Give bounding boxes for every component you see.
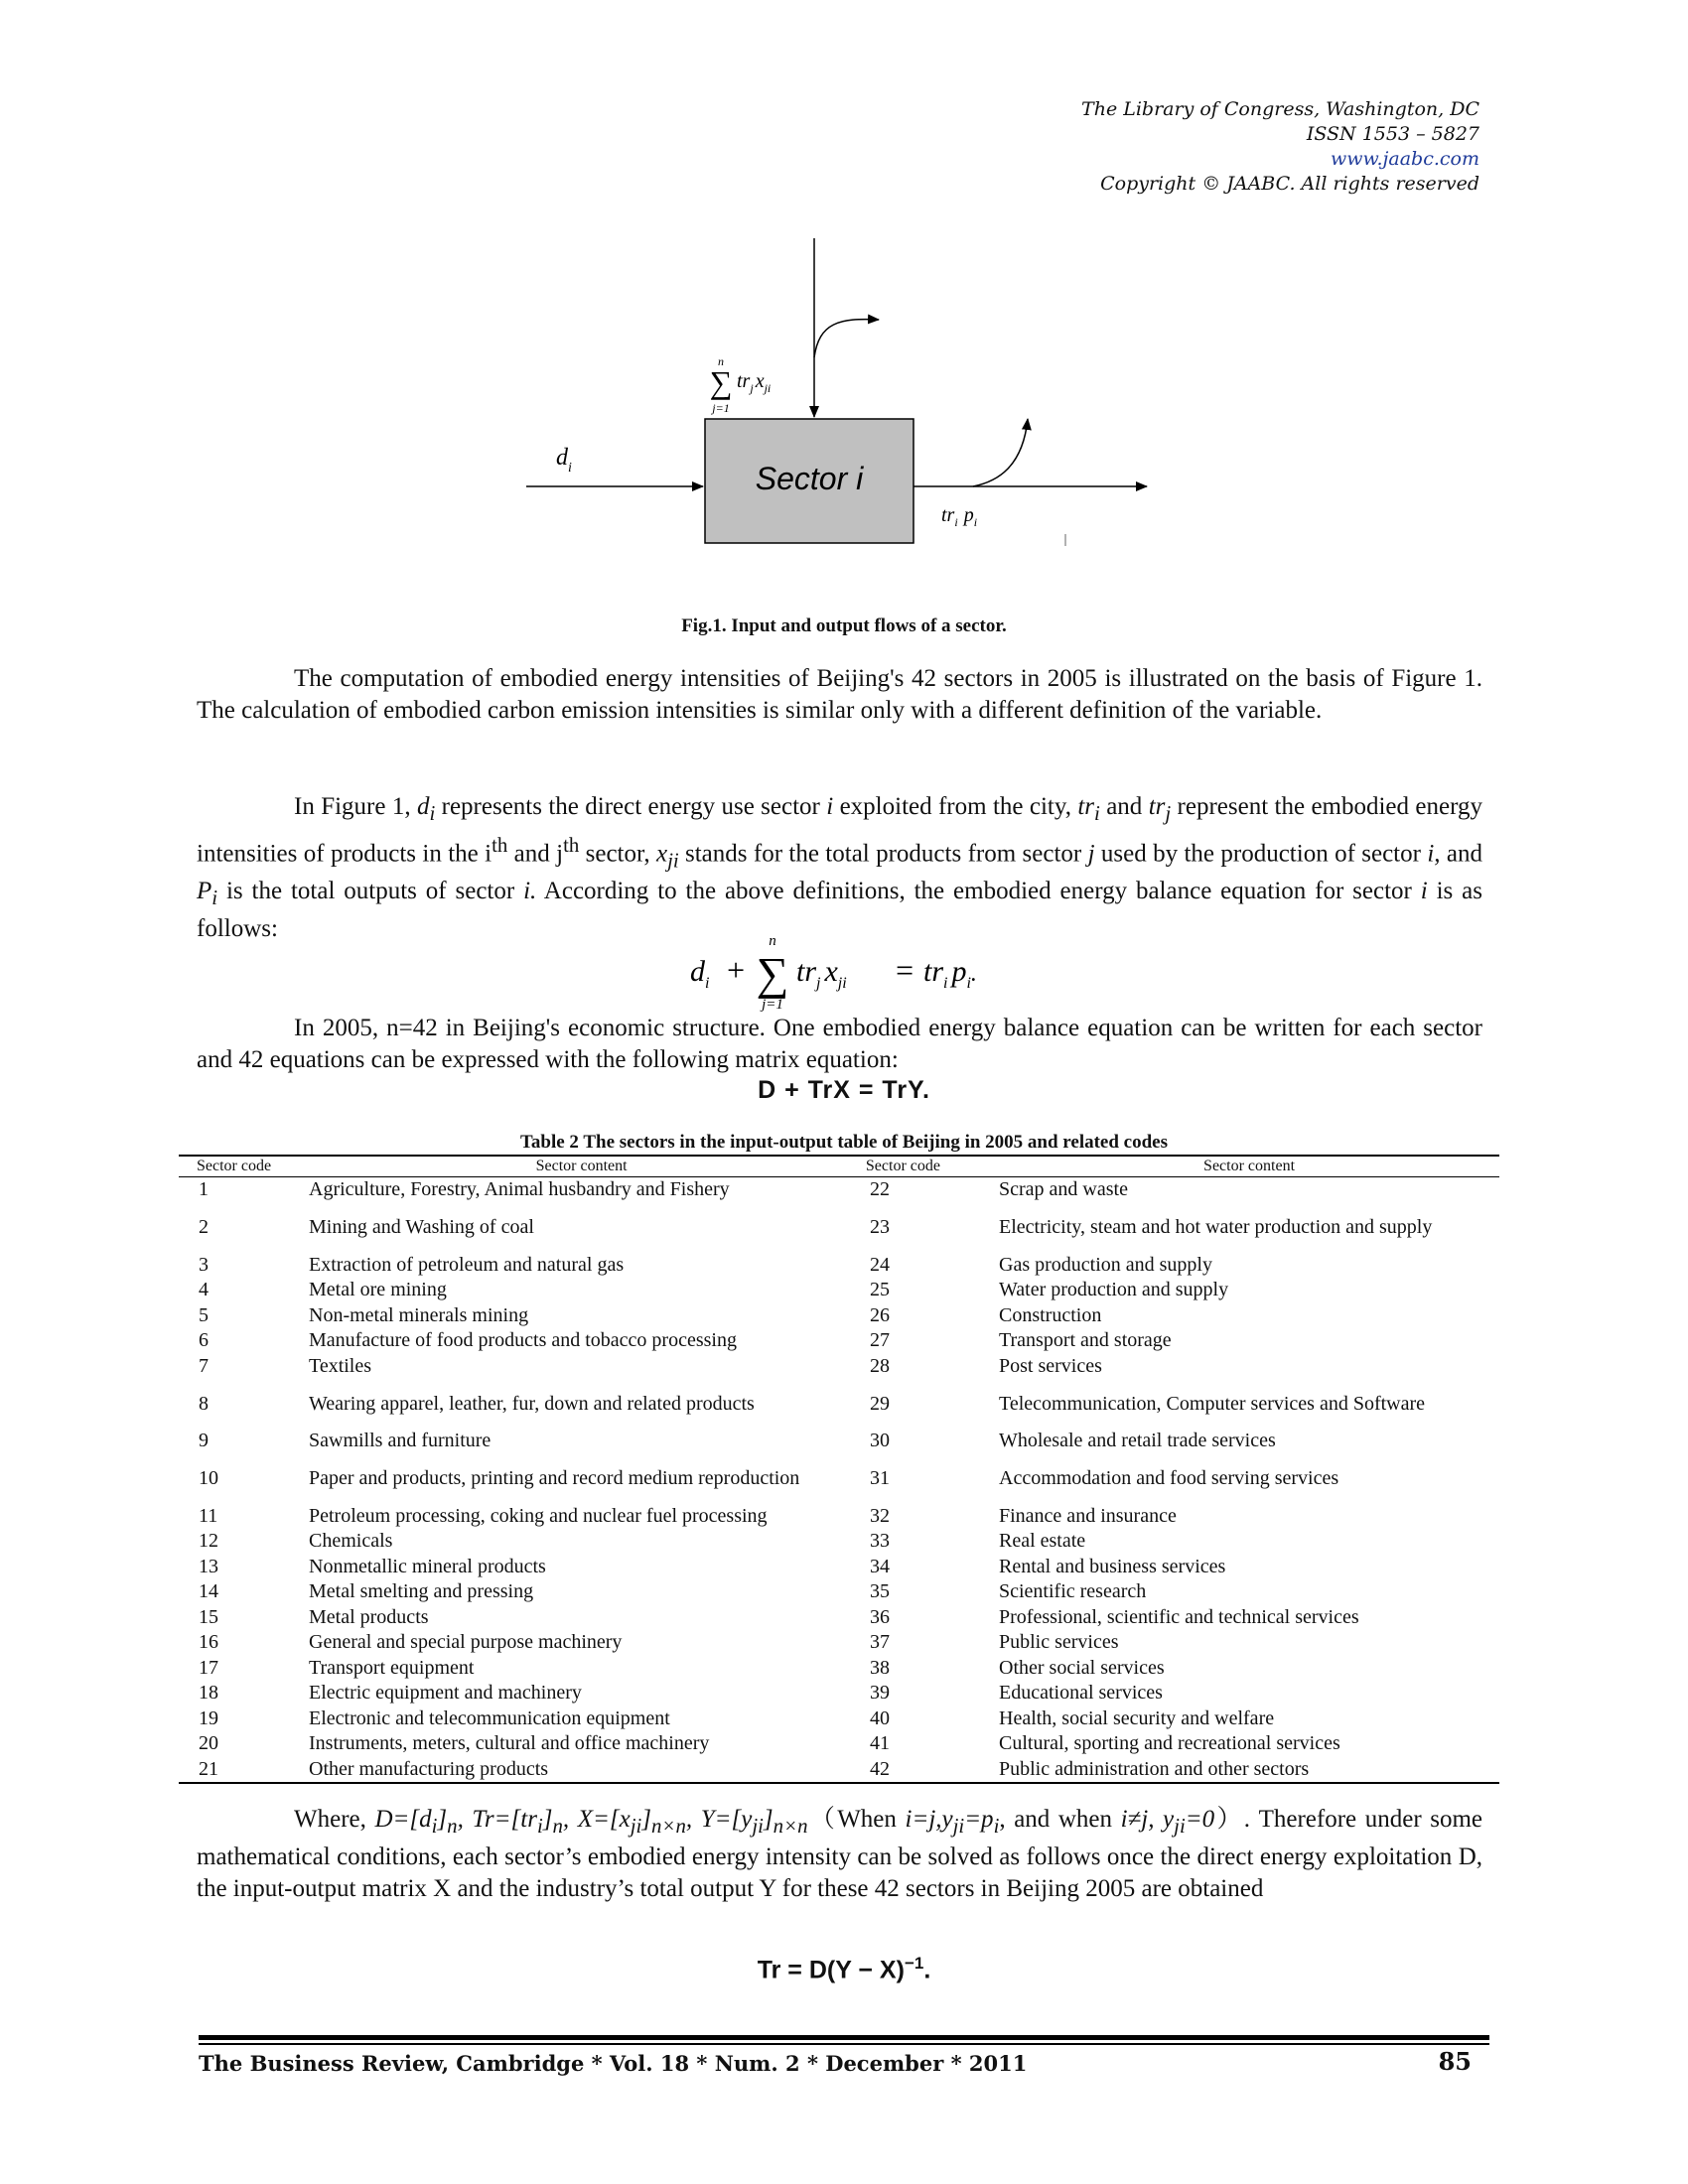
sector-code-cell: 18 (199, 1682, 218, 1705)
sector-code-cell: 21 (199, 1757, 218, 1780)
sector-code-cell: 19 (199, 1706, 218, 1729)
sector-content-cell: Transport equipment (309, 1656, 475, 1679)
header-sector-content-1: Sector content (535, 1158, 628, 1174)
sector-code-cell: 20 (199, 1732, 218, 1755)
sector-code-cell: 27 (870, 1329, 890, 1352)
sector-content-cell: Petroleum processing, coking and nuclear fuel processing (309, 1504, 768, 1527)
sector-code-cell: 34 (870, 1555, 890, 1577)
sector-content-cell: Professional, scientific and technical services (999, 1605, 1359, 1628)
table-row (179, 1731, 1499, 1757)
sector-content-cell: Rental and business services (999, 1555, 1226, 1577)
paragraph-4: Where, $D=[d_i]_n$, $Tr=[tr_i]_n$, $X=[x_{ji}]_{n\times n}$, $Y=[y_{ji}]_{n\times n}(When$ $i=j,y_{ji}=p_i$, and when i≠j, $y_{ji}=0$）. Therefore under some mathematical conditions, each sector’s embodied energy intensity can be solved as follows once the direct energy exploitation D, the input-output matrix X and the industry’s total output Y for these 42 sectors in Beijing 2005 are obtained (197, 1806, 1483, 1902)
page-number: 85 (1438, 2047, 1472, 2076)
sector-content-cell: Other manufacturing products (309, 1757, 549, 1780)
table-row (179, 1177, 1499, 1203)
sector-code-cell: 29 (870, 1392, 890, 1415)
sector-content-cell: Scrap and waste (999, 1178, 1128, 1201)
table-row (179, 1203, 1499, 1253)
sector-content-cell: Nonmetallic mineral products (309, 1555, 546, 1577)
svg-text:+: + (725, 952, 747, 988)
svg-text:di: $d_i$ (690, 955, 710, 992)
sector-code-cell: 14 (199, 1580, 218, 1603)
footer-rule-thick (199, 2035, 1489, 2040)
sector-content-cell: Wholesale and retail trade services (999, 1430, 1276, 1452)
sector-content-cell: Scientific research (999, 1580, 1147, 1603)
sector-code-cell: 8 (199, 1392, 209, 1415)
sector-content-cell: Paper and products, printing and record medium reproduction (309, 1467, 800, 1489)
left-input-label: $d_i$ (556, 445, 572, 476)
table-row (179, 1328, 1499, 1354)
sector-code-cell: 31 (870, 1467, 890, 1489)
header-copyright: Copyright © JAABC. All rights reserved (1100, 173, 1479, 195)
sector-content-cell: Non-metal minerals mining (309, 1303, 529, 1326)
sector-content-cell: Public services (999, 1631, 1119, 1654)
header-sector-code-2: Sector code (865, 1158, 940, 1174)
sector-code-cell: 13 (199, 1555, 218, 1577)
sector-code-cell: 16 (199, 1631, 218, 1654)
sector-content-cell: Accommodation and food serving services (999, 1467, 1339, 1489)
header-sector-code-1: Sector code (197, 1158, 272, 1174)
sum-lower-limit: j=1 (712, 401, 730, 415)
table-row (179, 1354, 1499, 1380)
sector-code-cell: 4 (199, 1279, 209, 1301)
sector-code-cell: 35 (870, 1580, 890, 1603)
table-row (179, 1605, 1499, 1631)
sector-content-cell: Cultural, sporting and recreational services (999, 1732, 1340, 1755)
sector-code-cell: 42 (870, 1757, 890, 1780)
sector-code-cell: 22 (870, 1178, 890, 1201)
paragraph-3-text: In 2005, n=42 in Beijing's economic structure. One embodied energy balance equation can be written for each sector and 42 equations can be expressed with the following matrix equation: (197, 1015, 1482, 1073)
sector-code-cell: 6 (199, 1329, 209, 1352)
sector-content-cell: Transport and storage (999, 1329, 1172, 1352)
sector-content-cell: Electricity, steam and hot water production and supply (999, 1216, 1433, 1238)
footer-rule-thin (199, 2043, 1489, 2045)
sector-box-label: Sector i (755, 461, 864, 496)
header-website-link[interactable]: www.jaabc.com (1330, 148, 1479, 170)
header-issn: ISSN 1553 – 5827 (1306, 123, 1479, 145)
table-row (179, 1429, 1499, 1454)
paragraph-3 (197, 1013, 1482, 1076)
figure-caption: Fig.1. Input and output flows of a sector. (681, 615, 1007, 636)
sector-content-cell: Electronic and telecommunication equipment (309, 1706, 670, 1729)
sector-content-cell: Textiles (309, 1354, 372, 1377)
svg-text:=: = (894, 952, 915, 988)
sector-flow-diagram (526, 228, 1162, 566)
sector-content-cell: Electric equipment and machinery (309, 1682, 582, 1705)
footer-journal-info: The Business Review, Cambridge * Vol. 18 * Num. 2 * December * 2011 (199, 2051, 1028, 2076)
sector-code-cell: 1 (199, 1178, 209, 1201)
sector-content-cell: Water production and supply (999, 1279, 1229, 1301)
sector-code-cell: 37 (870, 1631, 890, 1654)
sector-content-cell: Post services (999, 1354, 1102, 1377)
sector-code-cell: 11 (199, 1504, 218, 1527)
sector-code-cell: 7 (199, 1354, 209, 1377)
table-row (179, 1555, 1499, 1580)
solution-equation: $Tr = D(Y - X)^{-1}$. (757, 1954, 931, 1984)
header-library: The Library of Congress, Washington, DC (1081, 98, 1479, 120)
table-row (179, 1454, 1499, 1504)
sector-table (179, 1155, 1499, 1784)
sector-content-cell: Wearing apparel, leather, fur, down and related products (309, 1392, 755, 1415)
svg-text:tripi.: $tr_i$ $p_i^.$ (923, 955, 977, 992)
sector-content-cell: Metal smelting and pressing (309, 1580, 534, 1603)
paragraph-1 (197, 663, 1482, 727)
table-row (179, 1630, 1499, 1656)
sector-code-cell: 9 (199, 1430, 209, 1452)
svg-text:∑: ∑ (756, 948, 789, 999)
sector-code-cell: 36 (870, 1605, 890, 1628)
header-sector-content-2: Sector content (1203, 1158, 1296, 1174)
sector-code-cell: 28 (870, 1354, 890, 1377)
sector-content-cell: Gas production and supply (999, 1253, 1212, 1276)
curved-input-arrow (814, 320, 879, 357)
sector-content-cell: Construction (999, 1303, 1102, 1326)
svg-text:n: n (769, 933, 776, 949)
sector-code-cell: 38 (870, 1656, 890, 1679)
sector-code-cell: 23 (870, 1216, 890, 1238)
sector-content-cell: Manufacture of food products and tobacco processing (309, 1329, 737, 1352)
sector-code-cell: 10 (199, 1467, 218, 1489)
table-row (179, 1379, 1499, 1429)
sector-code-cell: 24 (870, 1253, 890, 1276)
table-header-row (179, 1157, 1499, 1177)
matrix-equation: D + TrX = TrY. (758, 1076, 930, 1104)
sum-upper-limit: n (718, 354, 724, 368)
table-row (179, 1579, 1499, 1605)
table-row (179, 1681, 1499, 1706)
sector-code-cell: 2 (199, 1216, 209, 1238)
balance-equation (685, 933, 1023, 1021)
sector-content-cell: Telecommunication, Computer services and Software (999, 1392, 1426, 1415)
sector-code-cell: 30 (870, 1430, 890, 1452)
sector-content-cell: Metal products (309, 1605, 429, 1628)
table-row (179, 1529, 1499, 1555)
table-row (179, 1504, 1499, 1530)
sector-code-cell: 40 (870, 1706, 890, 1729)
table-row (179, 1253, 1499, 1279)
sector-content-cell: Public administration and other sectors (999, 1757, 1310, 1780)
sector-content-cell: Extraction of petroleum and natural gas (309, 1253, 625, 1276)
table-caption: Table 2 The sectors in the input-output table of Beijing in 2005 and related codes (519, 1132, 1169, 1153)
sector-content-cell: Real estate (999, 1530, 1086, 1553)
sector-content-cell: Instruments, meters, cultural and office machinery (309, 1732, 710, 1755)
sector-code-cell: 17 (199, 1656, 218, 1679)
sector-content-cell: Agriculture, Forestry, Animal husbandry and Fishery (309, 1178, 730, 1201)
table-body (179, 1177, 1499, 1782)
sector-code-cell: 26 (870, 1303, 890, 1326)
journal-header (1081, 97, 1479, 197)
table-row (179, 1303, 1499, 1329)
svg-text:j=1: j=1 (762, 997, 783, 1013)
sector-code-cell: 3 (199, 1253, 209, 1276)
sector-content-cell: Chemicals (309, 1530, 393, 1553)
sector-code-cell: 5 (199, 1303, 209, 1326)
table-row (179, 1757, 1499, 1783)
right-output-label: $tr_i$ $p_i$ (941, 504, 978, 529)
sector-content-cell: Other social services (999, 1656, 1165, 1679)
paragraph-2: In Figure 1, $d_i$ represents the direct energy use sector i exploited from the city, $tr_i$ and $tr_j$ represent the embodied energy intensities of products in the $i^{th}$ and $j^{th}$ sector, $x_{ji}$ stands for the total products from sector j used by the production of sector i, and $P_i$ is the total outputs of sector i. According to the above definitions, the embodied energy balance equation for sector i is as follows: (197, 793, 1482, 943)
sector-content-cell: General and special purpose machinery (309, 1631, 623, 1654)
svg-text:trjxji: $tr_j$ $x_{ji}$ (796, 955, 847, 992)
table-row (179, 1278, 1499, 1303)
sector-content-cell: Educational services (999, 1682, 1163, 1705)
sector-code-cell: 32 (870, 1504, 890, 1527)
sector-code-cell: 15 (199, 1605, 218, 1628)
curved-output-arrow (973, 419, 1028, 486)
sector-content-cell: Metal ore mining (309, 1279, 447, 1301)
sector-code-cell: 25 (870, 1279, 890, 1301)
sum-term: $tr_j$ $x_{ji}$ (737, 370, 772, 395)
table-row (179, 1706, 1499, 1732)
sector-content-cell: Sawmills and furniture (309, 1430, 492, 1452)
sector-content-cell: Finance and insurance (999, 1504, 1177, 1527)
sector-code-cell: 41 (870, 1732, 890, 1755)
paragraph-1-text: The computation of embodied energy intensities of Beijing's 42 sectors in 2005 is illustrated on the basis of Figure 1. The calculation of embodied carbon emission intensities is similar only with a different definition of the variable. (197, 665, 1482, 724)
table-row (179, 1656, 1499, 1682)
sector-code-cell: 39 (870, 1682, 890, 1705)
balance-equation-svg (685, 933, 1023, 1013)
sector-code-cell: 33 (870, 1530, 890, 1553)
sector-code-cell: 12 (199, 1530, 218, 1553)
sector-content-cell: Health, social security and welfare (999, 1706, 1275, 1729)
sum-sigma: ∑ (709, 364, 733, 400)
sector-content-cell: Mining and Washing of coal (309, 1216, 534, 1238)
